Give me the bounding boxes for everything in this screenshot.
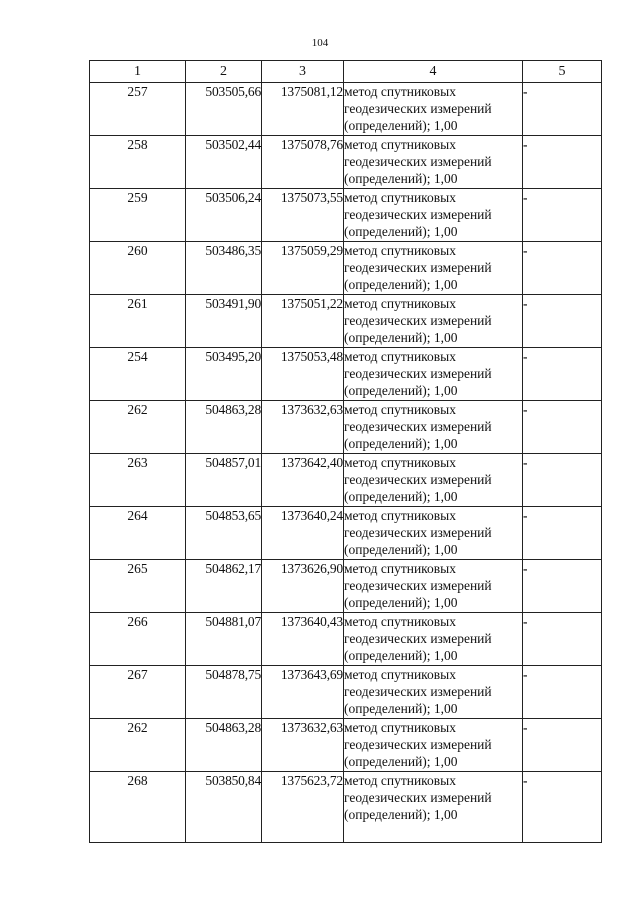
- y-coordinate-cell: 1375078,76: [262, 136, 344, 189]
- point-number-cell: 259: [90, 189, 186, 242]
- error-cell: -: [523, 401, 602, 454]
- y-coordinate-cell: 1373632,63: [262, 719, 344, 772]
- method-accuracy-cell: метод спутниковых геодезических измерений (определений); 1,00: [344, 348, 523, 401]
- table-row: [90, 613, 602, 666]
- y-coordinate-cell: 1375051,22: [262, 295, 344, 348]
- point-number-cell: 262: [90, 401, 186, 454]
- column-header-1: 1: [90, 61, 186, 83]
- point-number-cell: 261: [90, 295, 186, 348]
- method-accuracy-cell: метод спутниковых геодезических измерений (определений); 1,00: [344, 83, 523, 136]
- y-coordinate-cell: 1373640,43: [262, 613, 344, 666]
- method-accuracy-cell: метод спутниковых геодезических измерений (определений); 1,00: [344, 772, 523, 843]
- error-cell: -: [523, 666, 602, 719]
- x-coordinate-cell: 503506,24: [186, 189, 262, 242]
- error-cell: -: [523, 348, 602, 401]
- page-number: 104: [311, 37, 329, 49]
- header-row: [90, 61, 602, 83]
- method-accuracy-cell: метод спутниковых геодезических измерений (определений); 1,00: [344, 613, 523, 666]
- y-coordinate-cell: 1375073,55: [262, 189, 344, 242]
- error-cell: -: [523, 136, 602, 189]
- table-row: [90, 242, 602, 295]
- method-accuracy-cell: метод спутниковых геодезических измерений (определений); 1,00: [344, 295, 523, 348]
- table-row: [90, 348, 602, 401]
- table-row: [90, 189, 602, 242]
- method-accuracy-cell: метод спутниковых геодезических измерений (определений); 1,00: [344, 454, 523, 507]
- method-accuracy-cell: метод спутниковых геодезических измерений (определений); 1,00: [344, 189, 523, 242]
- method-accuracy-cell: метод спутниковых геодезических измерений (определений); 1,00: [344, 560, 523, 613]
- table-row: [90, 454, 602, 507]
- method-accuracy-cell: метод спутниковых геодезических измерений (определений); 1,00: [344, 666, 523, 719]
- column-header-5: 5: [523, 61, 602, 83]
- x-coordinate-cell: 504863,28: [186, 401, 262, 454]
- x-coordinate-cell: 504857,01: [186, 454, 262, 507]
- table-header: [90, 61, 602, 83]
- method-accuracy-cell: метод спутниковых геодезических измерений (определений); 1,00: [344, 242, 523, 295]
- coordinates-table: [89, 60, 602, 843]
- table-row: [90, 136, 602, 189]
- y-coordinate-cell: 1375623,72: [262, 772, 344, 843]
- point-number-cell: 262: [90, 719, 186, 772]
- point-number-cell: 258: [90, 136, 186, 189]
- column-header-2: 2: [186, 61, 262, 83]
- x-coordinate-cell: 504881,07: [186, 613, 262, 666]
- point-number-cell: 260: [90, 242, 186, 295]
- table-body: [90, 83, 602, 843]
- point-number-cell: 268: [90, 772, 186, 843]
- error-cell: -: [523, 83, 602, 136]
- x-coordinate-cell: 503491,90: [186, 295, 262, 348]
- table-row: [90, 560, 602, 613]
- method-accuracy-cell: метод спутниковых геодезических измерений (определений); 1,00: [344, 507, 523, 560]
- table-row: [90, 666, 602, 719]
- error-cell: -: [523, 560, 602, 613]
- y-coordinate-cell: 1373643,69: [262, 666, 344, 719]
- x-coordinate-cell: 503486,35: [186, 242, 262, 295]
- table-row: [90, 507, 602, 560]
- y-coordinate-cell: 1375081,12: [262, 83, 344, 136]
- method-accuracy-cell: метод спутниковых геодезических измерений (определений); 1,00: [344, 719, 523, 772]
- point-number-cell: 267: [90, 666, 186, 719]
- column-header-4: 4: [344, 61, 523, 83]
- point-number-cell: 265: [90, 560, 186, 613]
- y-coordinate-cell: 1375053,48: [262, 348, 344, 401]
- x-coordinate-cell: 503850,84: [186, 772, 262, 843]
- x-coordinate-cell: 504862,17: [186, 560, 262, 613]
- x-coordinate-cell: 503495,20: [186, 348, 262, 401]
- table-row: [90, 401, 602, 454]
- error-cell: -: [523, 295, 602, 348]
- error-cell: -: [523, 189, 602, 242]
- y-coordinate-cell: 1373632,63: [262, 401, 344, 454]
- y-coordinate-cell: 1373626,90: [262, 560, 344, 613]
- point-number-cell: 264: [90, 507, 186, 560]
- error-cell: -: [523, 507, 602, 560]
- table-row: [90, 772, 602, 843]
- error-cell: -: [523, 613, 602, 666]
- y-coordinate-cell: 1373642,40: [262, 454, 344, 507]
- point-number-cell: 266: [90, 613, 186, 666]
- x-coordinate-cell: 503502,44: [186, 136, 262, 189]
- error-cell: -: [523, 772, 602, 843]
- x-coordinate-cell: 504878,75: [186, 666, 262, 719]
- column-header-3: 3: [262, 61, 344, 83]
- table-row: [90, 83, 602, 136]
- point-number-cell: 263: [90, 454, 186, 507]
- method-accuracy-cell: метод спутниковых геодезических измерений (определений); 1,00: [344, 401, 523, 454]
- y-coordinate-cell: 1375059,29: [262, 242, 344, 295]
- x-coordinate-cell: 504863,28: [186, 719, 262, 772]
- point-number-cell: 254: [90, 348, 186, 401]
- y-coordinate-cell: 1373640,24: [262, 507, 344, 560]
- x-coordinate-cell: 503505,66: [186, 83, 262, 136]
- point-number-cell: 257: [90, 83, 186, 136]
- error-cell: -: [523, 454, 602, 507]
- x-coordinate-cell: 504853,65: [186, 507, 262, 560]
- table-row: [90, 719, 602, 772]
- table-row: [90, 295, 602, 348]
- method-accuracy-cell: метод спутниковых геодезических измерений (определений); 1,00: [344, 136, 523, 189]
- error-cell: -: [523, 242, 602, 295]
- error-cell: -: [523, 719, 602, 772]
